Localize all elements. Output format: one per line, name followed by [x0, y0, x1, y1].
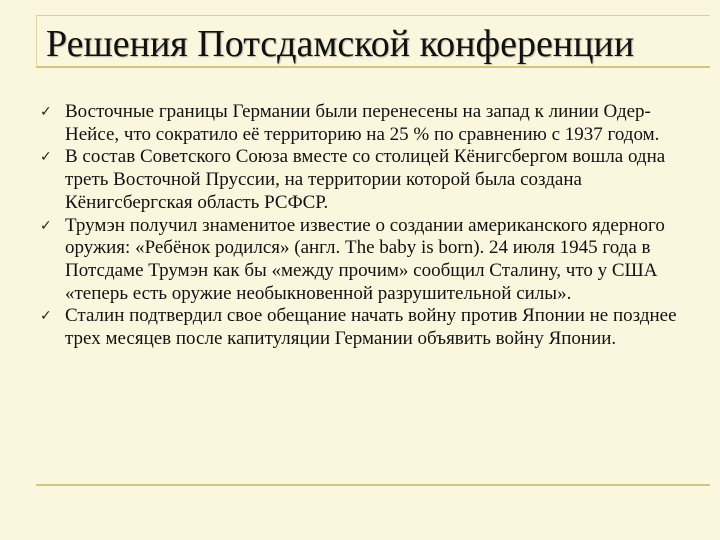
bullet-item — [40, 146, 680, 214]
check-icon: ✓ — [40, 217, 52, 234]
bullet-list — [40, 101, 680, 351]
check-icon: ✓ — [40, 104, 52, 120]
bullet-text: Сталин подтвердил свое обещание начать войну против Японии не позднее трех месяцев после капитуляции Германии объявить войну Японии. — [65, 305, 677, 350]
bottom-divider — [36, 484, 710, 486]
bullet-text: Трумэн получил знаменитое известие о создании американского ядерного оружия: «Ребёнок родился» (англ. The baby is born). 24 июля 1945 года в Потсдаме Трумэн как бы «между прочим» сообщил Сталину, что у США «теперь есть оружие необыкновенной разрушительной силы». — [65, 214, 665, 304]
frame-left-line — [36, 15, 37, 65]
check-icon: ✓ — [40, 149, 52, 166]
bullet-item — [40, 305, 680, 350]
bullet-text: В состав Советского Союза вместе со столицей Кёнигсбергом вошла одна треть Восточной Пруссии, на территории которой была создана Кёнигсбергская область РСФСР. — [65, 146, 666, 213]
slide-title: Решения Потсдамской конференции — [46, 23, 635, 65]
bullet-text: Восточные границы Германии были перенесены на запад к линии Одер-Нейсе, что сократило её территорию на 25 % по сравнению с 1937 годом. — [65, 101, 660, 145]
check-icon: ✓ — [40, 308, 52, 325]
frame-top-line — [36, 15, 710, 16]
bullet-item — [40, 215, 680, 306]
bullet-item — [40, 101, 680, 146]
title-divider — [36, 66, 710, 68]
